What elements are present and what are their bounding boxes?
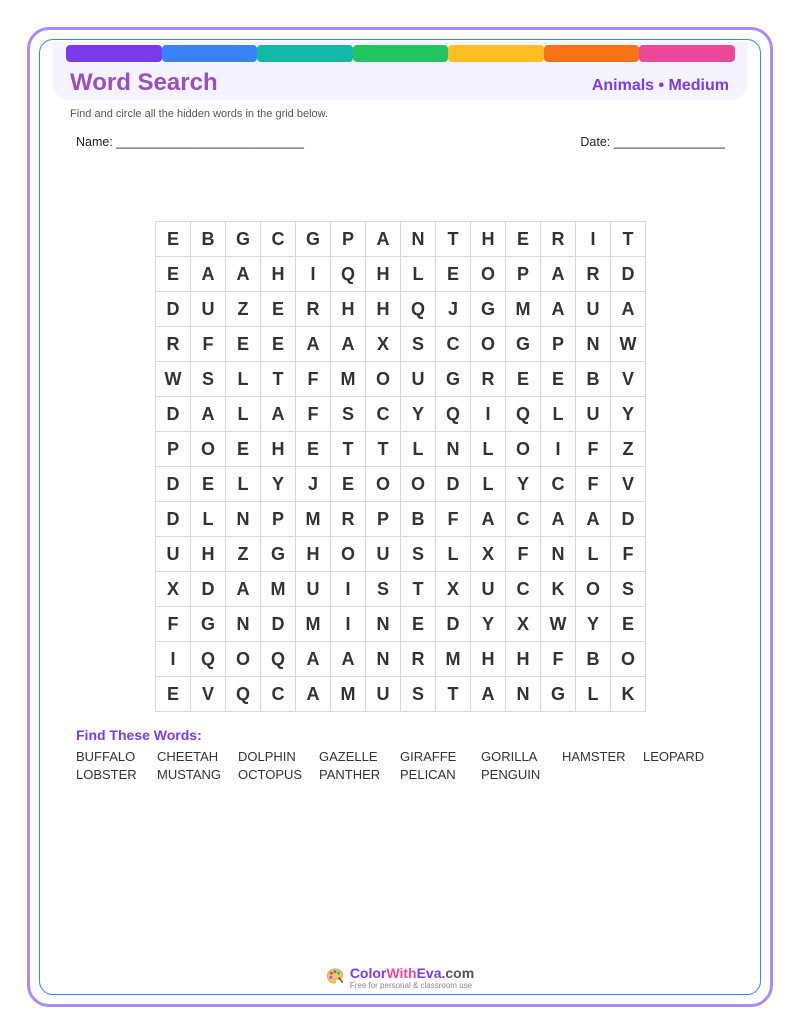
grid-cell[interactable]: S (401, 677, 436, 712)
grid-cell[interactable]: Q (331, 257, 366, 292)
color-bar (66, 45, 735, 62)
grid-cell[interactable]: F (156, 607, 191, 642)
grid-cell[interactable]: A (471, 677, 506, 712)
word-list-item: DOLPHIN (238, 749, 296, 764)
grid-cell[interactable]: T (401, 572, 436, 607)
color-bar-segment (66, 45, 162, 62)
grid-cell[interactable]: O (226, 642, 261, 677)
brand-part-eva: Eva (416, 965, 442, 981)
grid-cell[interactable]: C (261, 222, 296, 257)
grid-cell[interactable]: T (366, 432, 401, 467)
grid-cell[interactable]: U (401, 362, 436, 397)
grid-cell[interactable]: D (156, 467, 191, 502)
grid-cell[interactable]: G (296, 222, 331, 257)
grid-cell[interactable]: A (226, 257, 261, 292)
grid-cell[interactable]: A (331, 642, 366, 677)
grid-cell[interactable]: L (541, 397, 576, 432)
grid-cell[interactable]: R (541, 222, 576, 257)
grid-cell[interactable]: R (471, 362, 506, 397)
grid-cell[interactable]: E (401, 607, 436, 642)
grid-cell[interactable]: Y (471, 607, 506, 642)
grid-cell[interactable]: M (261, 572, 296, 607)
grid-cell[interactable]: Q (401, 292, 436, 327)
grid-cell[interactable]: G (506, 327, 541, 362)
grid-cell[interactable]: B (576, 362, 611, 397)
grid-cell[interactable]: A (471, 502, 506, 537)
grid-cell[interactable]: A (331, 327, 366, 362)
word-list-item: PANTHER (319, 767, 381, 782)
grid-cell[interactable]: A (541, 502, 576, 537)
brand-logo[interactable] (326, 966, 474, 990)
grid-cell[interactable]: V (611, 362, 646, 397)
grid-cell[interactable]: M (331, 677, 366, 712)
grid-cell[interactable]: X (436, 572, 471, 607)
word-list-item: OCTOPUS (238, 767, 303, 782)
grid-cell[interactable]: M (331, 362, 366, 397)
grid-cell[interactable]: Q (436, 397, 471, 432)
grid-cell[interactable]: H (506, 642, 541, 677)
grid-cell[interactable]: R (576, 257, 611, 292)
grid-cell[interactable]: E (541, 362, 576, 397)
grid-cell[interactable]: O (576, 572, 611, 607)
word-list-item: PELICAN (400, 767, 456, 782)
grid-cell[interactable]: E (296, 432, 331, 467)
word-list-item: LOBSTER (76, 767, 137, 782)
grid-cell[interactable]: U (366, 537, 401, 572)
grid-cell[interactable]: W (156, 362, 191, 397)
grid-cell[interactable]: F (296, 362, 331, 397)
grid-cell[interactable]: Q (191, 642, 226, 677)
grid-cell[interactable]: E (506, 362, 541, 397)
grid-cell[interactable]: D (191, 572, 226, 607)
grid-cell[interactable]: F (191, 327, 226, 362)
grid-cell[interactable]: E (331, 467, 366, 502)
grid-cell[interactable]: C (436, 327, 471, 362)
grid-cell[interactable]: N (506, 677, 541, 712)
grid-cell[interactable]: E (506, 222, 541, 257)
grid-cell[interactable]: P (331, 222, 366, 257)
grid-cell[interactable]: O (471, 327, 506, 362)
grid-cell[interactable]: A (541, 292, 576, 327)
grid-cell[interactable]: I (331, 607, 366, 642)
grid-cell[interactable]: A (366, 222, 401, 257)
grid-cell[interactable]: H (261, 432, 296, 467)
grid-cell[interactable]: N (366, 607, 401, 642)
grid-cell[interactable]: H (261, 257, 296, 292)
grid-cell[interactable]: L (471, 432, 506, 467)
grid-cell[interactable]: H (191, 537, 226, 572)
grid-cell[interactable]: D (156, 502, 191, 537)
grid-cell[interactable]: L (226, 397, 261, 432)
grid-cell[interactable]: X (506, 607, 541, 642)
grid-cell[interactable]: B (401, 502, 436, 537)
grid-cell[interactable]: X (471, 537, 506, 572)
grid-cell[interactable]: Q (261, 642, 296, 677)
footer (0, 966, 800, 990)
grid-cell[interactable]: O (611, 642, 646, 677)
grid-cell[interactable]: G (436, 362, 471, 397)
grid-cell[interactable]: E (156, 677, 191, 712)
grid-cell[interactable]: H (366, 257, 401, 292)
grid-cell[interactable]: T (331, 432, 366, 467)
grid-cell[interactable]: J (436, 292, 471, 327)
grid-cell[interactable]: C (541, 467, 576, 502)
grid-cell[interactable]: F (296, 397, 331, 432)
grid-cell[interactable]: X (366, 327, 401, 362)
grid-cell[interactable]: M (436, 642, 471, 677)
grid-cell[interactable]: S (331, 397, 366, 432)
grid-cell[interactable]: R (401, 642, 436, 677)
grid-cell[interactable]: G (191, 607, 226, 642)
palette-icon (326, 967, 344, 985)
grid-cell[interactable]: H (471, 222, 506, 257)
name-field: Name: ___________________________ (76, 135, 304, 149)
grid-cell[interactable]: A (611, 292, 646, 327)
grid-cell[interactable]: E (611, 607, 646, 642)
brand-name (350, 966, 474, 981)
grid-cell[interactable]: A (541, 257, 576, 292)
grid-cell[interactable]: S (191, 362, 226, 397)
grid-cell[interactable]: M (296, 607, 331, 642)
grid-cell[interactable]: A (576, 502, 611, 537)
grid-cell[interactable]: S (401, 537, 436, 572)
grid-cell[interactable]: F (611, 537, 646, 572)
grid-cell[interactable]: L (471, 467, 506, 502)
grid-cell[interactable]: E (156, 257, 191, 292)
word-list-item: LEOPARD (643, 749, 705, 764)
grid-cell[interactable]: I (331, 572, 366, 607)
letter-grid (155, 221, 646, 712)
grid-cell[interactable]: E (226, 432, 261, 467)
grid-cell[interactable]: D (436, 607, 471, 642)
grid-cell[interactable]: O (366, 467, 401, 502)
grid-cell[interactable]: H (366, 292, 401, 327)
grid-cell[interactable]: G (226, 222, 261, 257)
grid-cell[interactable]: B (576, 642, 611, 677)
grid-cell[interactable]: F (576, 432, 611, 467)
grid-cell[interactable]: P (156, 432, 191, 467)
grid-cell[interactable]: M (296, 502, 331, 537)
color-bar-segment (162, 45, 258, 62)
grid-cell[interactable]: I (576, 222, 611, 257)
grid-cell[interactable]: E (226, 327, 261, 362)
grid-cell[interactable]: C (506, 572, 541, 607)
grid-cell[interactable]: P (541, 327, 576, 362)
grid-cell[interactable]: Q (226, 677, 261, 712)
grid-cell[interactable]: H (471, 642, 506, 677)
grid-cell[interactable]: T (261, 362, 296, 397)
grid-cell[interactable]: W (611, 327, 646, 362)
grid-cell[interactable]: K (541, 572, 576, 607)
grid-cell[interactable]: S (401, 327, 436, 362)
grid-cell[interactable]: D (611, 502, 646, 537)
grid-cell[interactable]: M (506, 292, 541, 327)
grid-cell[interactable]: R (296, 292, 331, 327)
grid-cell[interactable]: A (296, 677, 331, 712)
word-list-item: GORILLA (481, 749, 538, 764)
grid-cell[interactable]: E (156, 222, 191, 257)
grid-cell[interactable]: N (401, 222, 436, 257)
grid-cell[interactable]: S (366, 572, 401, 607)
grid-cell[interactable]: L (576, 537, 611, 572)
grid-cell[interactable]: I (296, 257, 331, 292)
grid-cell[interactable]: U (471, 572, 506, 607)
grid-cell[interactable]: E (261, 327, 296, 362)
grid-cell[interactable]: L (226, 362, 261, 397)
grid-cell[interactable]: I (156, 642, 191, 677)
grid-cell[interactable]: P (261, 502, 296, 537)
grid-cell[interactable]: D (156, 292, 191, 327)
grid-cell[interactable]: F (541, 642, 576, 677)
category-difficulty: Animals • Medium (591, 77, 729, 94)
grid-cell[interactable]: D (156, 397, 191, 432)
grid-cell[interactable]: F (436, 502, 471, 537)
grid-cell[interactable]: C (366, 397, 401, 432)
word-list-item: PENGUIN (481, 767, 541, 782)
grid-cell[interactable]: P (366, 502, 401, 537)
grid-cell[interactable]: V (191, 677, 226, 712)
grid-cell[interactable]: Q (506, 397, 541, 432)
grid-cell[interactable]: I (471, 397, 506, 432)
grid-cell[interactable]: U (576, 397, 611, 432)
grid-cell[interactable]: O (401, 467, 436, 502)
grid-cell[interactable]: I (541, 432, 576, 467)
grid-cell[interactable]: C (261, 677, 296, 712)
page-title: Word Search (70, 69, 218, 96)
grid-cell[interactable]: N (576, 327, 611, 362)
word-list-item: BUFFALO (76, 749, 136, 764)
grid-cell[interactable]: U (156, 537, 191, 572)
word-list-item: CHEETAH (157, 749, 219, 764)
grid-cell[interactable]: Y (506, 467, 541, 502)
grid-cell[interactable]: G (261, 537, 296, 572)
grid-cell[interactable]: H (296, 537, 331, 572)
grid-cell[interactable]: E (436, 257, 471, 292)
grid-cell[interactable]: N (226, 502, 261, 537)
grid-cell[interactable]: E (261, 292, 296, 327)
grid-cell[interactable]: F (506, 537, 541, 572)
grid-cell[interactable]: W (541, 607, 576, 642)
grid-cell[interactable]: N (436, 432, 471, 467)
grid-cell[interactable]: Z (611, 432, 646, 467)
color-bar-segment (448, 45, 544, 62)
instructions: Find and circle all the hidden words in the grid below. (70, 108, 329, 120)
grid-cell[interactable]: F (576, 467, 611, 502)
grid-cell[interactable]: E (191, 467, 226, 502)
grid-cell[interactable]: U (576, 292, 611, 327)
grid-cell[interactable]: N (541, 537, 576, 572)
grid-cell[interactable]: O (366, 362, 401, 397)
grid-cell[interactable]: A (226, 572, 261, 607)
color-bar-segment (257, 45, 353, 62)
grid-cell[interactable]: A (191, 257, 226, 292)
grid-cell[interactable]: G (471, 292, 506, 327)
grid-cell[interactable]: X (156, 572, 191, 607)
grid-cell[interactable]: R (331, 502, 366, 537)
grid-cell[interactable]: L (191, 502, 226, 537)
grid-cell[interactable]: Z (226, 292, 261, 327)
grid-cell[interactable]: O (331, 537, 366, 572)
grid-cell[interactable]: N (366, 642, 401, 677)
brand-part-with: With (386, 965, 417, 981)
grid-cell[interactable]: A (296, 642, 331, 677)
color-bar-segment (353, 45, 449, 62)
word-list-item: MUSTANG (157, 767, 222, 782)
grid-cell[interactable]: P (506, 257, 541, 292)
grid-cell[interactable]: J (296, 467, 331, 502)
grid-cell[interactable]: A (191, 397, 226, 432)
grid-cell[interactable]: O (191, 432, 226, 467)
grid-cell[interactable]: K (611, 677, 646, 712)
word-list-heading: Find These Words: (76, 727, 202, 743)
grid-cell[interactable]: L (401, 257, 436, 292)
grid-cell[interactable]: R (156, 327, 191, 362)
word-list-item: GAZELLE (319, 749, 378, 764)
word-list-item: HAMSTER (562, 749, 626, 764)
grid-cell[interactable]: Y (261, 467, 296, 502)
grid-cell[interactable]: O (506, 432, 541, 467)
grid-cell[interactable]: Y (401, 397, 436, 432)
grid-cell[interactable]: L (436, 537, 471, 572)
date-field: Date: ________________ (580, 135, 725, 149)
grid-cell[interactable]: B (191, 222, 226, 257)
grid-cell[interactable]: U (366, 677, 401, 712)
grid-cell[interactable]: Z (226, 537, 261, 572)
grid-cell[interactable]: L (576, 677, 611, 712)
grid-cell[interactable]: L (401, 432, 436, 467)
grid-cell[interactable]: T (611, 222, 646, 257)
color-bar-segment (544, 45, 640, 62)
grid-cell[interactable]: A (296, 327, 331, 362)
grid-cell[interactable]: N (226, 607, 261, 642)
grid-cell[interactable]: T (436, 677, 471, 712)
grid-cell[interactable]: G (541, 677, 576, 712)
brand-part-color: Color (349, 965, 387, 981)
grid-cell[interactable]: D (436, 467, 471, 502)
word-list-item: GIRAFFE (400, 749, 457, 764)
grid-cell[interactable]: H (331, 292, 366, 327)
grid-cell[interactable]: V (611, 467, 646, 502)
grid-cell[interactable]: Y (611, 397, 646, 432)
grid-cell[interactable]: A (261, 397, 296, 432)
grid-cell[interactable]: O (471, 257, 506, 292)
grid-cell[interactable]: T (436, 222, 471, 257)
grid-cell[interactable]: Y (576, 607, 611, 642)
grid-cell[interactable]: C (506, 502, 541, 537)
grid-cell[interactable]: U (296, 572, 331, 607)
brand-part-domain: .com (441, 965, 475, 981)
grid-cell[interactable]: U (191, 292, 226, 327)
color-bar-segment (639, 45, 735, 62)
grid-cell[interactable]: D (261, 607, 296, 642)
grid-cell[interactable]: D (611, 257, 646, 292)
grid-cell[interactable]: L (226, 467, 261, 502)
brand-tagline: Free for personal & classroom use (349, 981, 473, 990)
grid-cell[interactable]: S (611, 572, 646, 607)
word-list (76, 749, 736, 783)
